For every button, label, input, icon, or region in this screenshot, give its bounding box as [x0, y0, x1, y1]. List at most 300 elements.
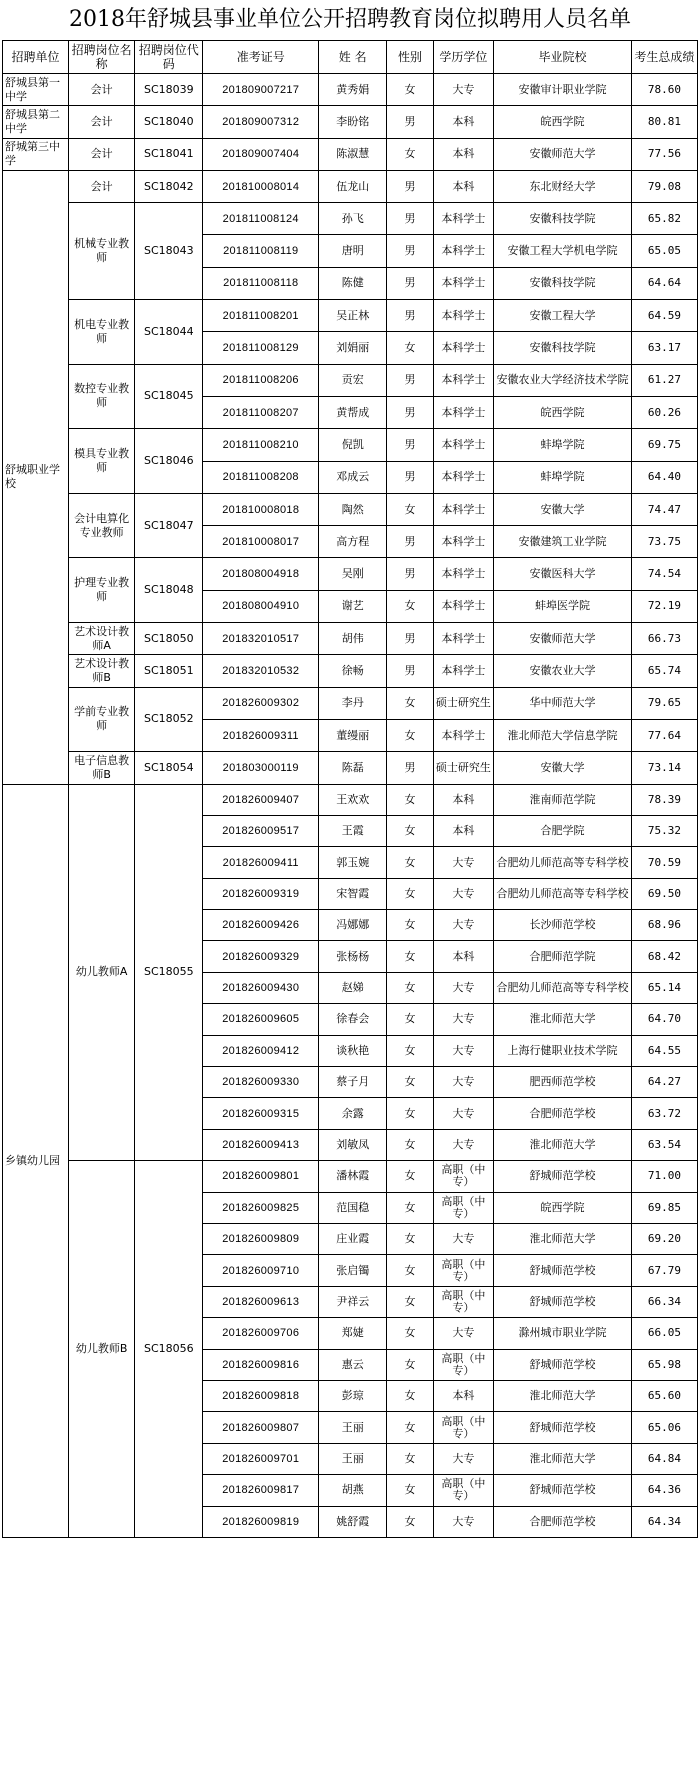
exam-number-cell: 201826009411 — [203, 847, 319, 878]
gender-cell: 女 — [387, 1098, 433, 1129]
position-code-cell: SC18046 — [135, 429, 203, 494]
education-cell: 高职（中专） — [433, 1192, 494, 1223]
exam-number-cell: 201811008206 — [203, 364, 319, 396]
gender-cell: 女 — [387, 784, 433, 815]
school-cell: 合肥师范学校 — [494, 1506, 632, 1537]
gender-cell: 女 — [387, 687, 433, 719]
gender-cell: 女 — [387, 1318, 433, 1349]
gender-cell: 女 — [387, 1380, 433, 1411]
gender-cell: 女 — [387, 815, 433, 846]
exam-number-cell: 201826009809 — [203, 1224, 319, 1255]
candidate-name-cell: 尹祥云 — [319, 1286, 387, 1317]
candidate-name-cell: 高方程 — [319, 526, 387, 558]
col-score-header: 考生总成绩 — [631, 41, 697, 74]
education-cell: 本科学士 — [433, 429, 494, 461]
gender-cell: 男 — [387, 106, 433, 138]
candidate-name-cell: 陈磊 — [319, 752, 387, 784]
education-cell: 大专 — [433, 1506, 494, 1537]
score-cell: 66.05 — [631, 1318, 697, 1349]
candidate-name-cell: 王欢欢 — [319, 784, 387, 815]
gender-cell: 女 — [387, 719, 433, 751]
gender-cell: 男 — [387, 396, 433, 428]
school-cell: 安徽农业大学 — [494, 655, 632, 687]
position-code-cell: SC18052 — [135, 687, 203, 752]
school-cell: 安徽医科大学 — [494, 558, 632, 590]
candidate-name-cell: 吴正林 — [319, 300, 387, 332]
education-cell: 本科学士 — [433, 655, 494, 687]
candidate-name-cell: 郑婕 — [319, 1318, 387, 1349]
education-cell: 大专 — [433, 1035, 494, 1066]
score-cell: 79.08 — [631, 170, 697, 202]
school-cell: 合肥幼儿师范高等专科学校 — [494, 847, 632, 878]
exam-number-cell: 201811008124 — [203, 203, 319, 235]
position-cell: 会计电算化专业教师 — [69, 493, 135, 558]
gender-cell: 男 — [387, 461, 433, 493]
candidate-name-cell: 郭玉婉 — [319, 847, 387, 878]
unit-cell: 舒城县第二中学 — [3, 106, 69, 138]
education-cell: 本科 — [433, 941, 494, 972]
exam-number-cell: 201811008118 — [203, 267, 319, 299]
position-cell: 会计 — [69, 74, 135, 106]
score-cell: 64.70 — [631, 1004, 697, 1035]
score-cell: 69.85 — [631, 1192, 697, 1223]
position-cell: 会计 — [69, 170, 135, 202]
table-row — [3, 655, 698, 687]
score-cell: 66.73 — [631, 623, 697, 655]
score-cell: 63.54 — [631, 1129, 697, 1160]
education-cell: 本科 — [433, 138, 494, 170]
unit-cell: 乡镇幼儿园 — [3, 784, 69, 1537]
school-cell: 蚌埠学院 — [494, 429, 632, 461]
education-cell: 高职（中专） — [433, 1161, 494, 1192]
score-cell: 65.60 — [631, 1380, 697, 1411]
score-cell: 64.64 — [631, 267, 697, 299]
position-code-cell: SC18040 — [135, 106, 203, 138]
school-cell: 舒城师范学校 — [494, 1349, 632, 1380]
table-row — [3, 1161, 698, 1192]
school-cell: 安徽师范大学 — [494, 623, 632, 655]
school-cell: 舒城师范学校 — [494, 1475, 632, 1506]
unit-cell: 舒城第三中学 — [3, 138, 69, 170]
gender-cell: 女 — [387, 138, 433, 170]
score-cell: 66.34 — [631, 1286, 697, 1317]
gender-cell: 女 — [387, 1004, 433, 1035]
gender-cell: 男 — [387, 558, 433, 590]
gender-cell: 女 — [387, 1412, 433, 1443]
position-code-cell: SC18050 — [135, 623, 203, 655]
exam-number-cell: 201826009807 — [203, 1412, 319, 1443]
gender-cell: 男 — [387, 203, 433, 235]
school-cell: 安徽工程大学机电学院 — [494, 235, 632, 267]
school-cell: 淮北师范大学 — [494, 1443, 632, 1474]
gender-cell: 女 — [387, 1349, 433, 1380]
exam-number-cell: 201826009605 — [203, 1004, 319, 1035]
exam-number-cell: 201808004918 — [203, 558, 319, 590]
position-cell: 幼儿教师A — [69, 784, 135, 1161]
school-cell: 淮北师范大学信息学院 — [494, 719, 632, 751]
score-cell: 74.47 — [631, 493, 697, 525]
score-cell: 72.19 — [631, 590, 697, 622]
school-cell: 安徽大学 — [494, 752, 632, 784]
position-cell: 会计 — [69, 138, 135, 170]
table-row — [3, 784, 698, 815]
exam-number-cell: 201810008017 — [203, 526, 319, 558]
exam-number-cell: 201808004910 — [203, 590, 319, 622]
table-row — [3, 106, 698, 138]
candidate-name-cell: 王丽 — [319, 1412, 387, 1443]
score-cell: 68.96 — [631, 910, 697, 941]
exam-number-cell: 201810008014 — [203, 170, 319, 202]
score-cell: 69.50 — [631, 878, 697, 909]
gender-cell: 女 — [387, 878, 433, 909]
exam-number-cell: 201826009517 — [203, 815, 319, 846]
position-cell: 学前专业教师 — [69, 687, 135, 752]
score-cell: 63.17 — [631, 332, 697, 364]
unit-cell: 舒城职业学校 — [3, 170, 69, 784]
education-cell: 本科学士 — [433, 558, 494, 590]
score-cell: 67.79 — [631, 1255, 697, 1286]
position-code-cell: SC18051 — [135, 655, 203, 687]
school-cell: 淮北师范大学 — [494, 1380, 632, 1411]
table-row — [3, 138, 698, 170]
score-cell: 60.26 — [631, 396, 697, 428]
position-code-cell: SC18054 — [135, 752, 203, 784]
exam-number-cell: 201826009329 — [203, 941, 319, 972]
gender-cell: 女 — [387, 1506, 433, 1537]
education-cell: 本科 — [433, 170, 494, 202]
education-cell: 本科学士 — [433, 493, 494, 525]
gender-cell: 男 — [387, 752, 433, 784]
education-cell: 大专 — [433, 1067, 494, 1098]
school-cell: 东北财经大学 — [494, 170, 632, 202]
table-row — [3, 687, 698, 719]
position-cell: 机电专业教师 — [69, 300, 135, 365]
score-cell: 77.56 — [631, 138, 697, 170]
school-cell: 安徽科技学院 — [494, 332, 632, 364]
exam-number-cell: 201811008207 — [203, 396, 319, 428]
candidate-name-cell: 范国稳 — [319, 1192, 387, 1223]
gender-cell: 女 — [387, 1443, 433, 1474]
school-cell: 安徽农业大学经济技术学院 — [494, 364, 632, 396]
candidate-name-cell: 贡宏 — [319, 364, 387, 396]
exam-number-cell: 201826009426 — [203, 910, 319, 941]
exam-number-cell: 201810008018 — [203, 493, 319, 525]
gender-cell: 男 — [387, 300, 433, 332]
school-cell: 淮南师范学院 — [494, 784, 632, 815]
position-code-cell: SC18056 — [135, 1161, 203, 1538]
table-row — [3, 429, 698, 461]
col-name-header: 姓 名 — [319, 41, 387, 74]
exam-number-cell: 201826009430 — [203, 972, 319, 1003]
school-cell: 肥西师范学校 — [494, 1067, 632, 1098]
school-cell: 舒城师范学校 — [494, 1286, 632, 1317]
exam-number-cell: 201832010517 — [203, 623, 319, 655]
exam-number-cell: 201826009412 — [203, 1035, 319, 1066]
education-cell: 大专 — [433, 972, 494, 1003]
position-cell: 模具专业教师 — [69, 429, 135, 494]
exam-number-cell: 201826009330 — [203, 1067, 319, 1098]
col-school-header: 毕业院校 — [494, 41, 632, 74]
candidate-name-cell: 蔡子月 — [319, 1067, 387, 1098]
score-cell: 64.55 — [631, 1035, 697, 1066]
education-cell: 本科 — [433, 1380, 494, 1411]
school-cell: 上海行健职业技术学院 — [494, 1035, 632, 1066]
school-cell: 安徽大学 — [494, 493, 632, 525]
school-cell: 蚌埠学院 — [494, 461, 632, 493]
exam-number-cell: 201811008210 — [203, 429, 319, 461]
score-cell: 65.74 — [631, 655, 697, 687]
school-cell: 长沙师范学校 — [494, 910, 632, 941]
school-cell: 合肥师范学院 — [494, 941, 632, 972]
exam-number-cell: 201826009825 — [203, 1192, 319, 1223]
score-cell: 64.27 — [631, 1067, 697, 1098]
candidate-name-cell: 惠云 — [319, 1349, 387, 1380]
col-unit-header: 招聘单位 — [3, 41, 69, 74]
score-cell: 68.42 — [631, 941, 697, 972]
education-cell: 本科 — [433, 106, 494, 138]
score-cell: 63.72 — [631, 1098, 697, 1129]
table-row — [3, 300, 698, 332]
position-cell: 数控专业教师 — [69, 364, 135, 429]
gender-cell: 女 — [387, 332, 433, 364]
school-cell: 合肥幼儿师范高等专科学校 — [494, 972, 632, 1003]
education-cell: 本科学士 — [433, 203, 494, 235]
gender-cell: 女 — [387, 1475, 433, 1506]
gender-cell: 女 — [387, 1129, 433, 1160]
candidate-name-cell: 孙飞 — [319, 203, 387, 235]
col-code-header: 招聘岗位代码 — [135, 41, 203, 74]
score-cell: 78.39 — [631, 784, 697, 815]
gender-cell: 男 — [387, 364, 433, 396]
candidate-name-cell: 胡伟 — [319, 623, 387, 655]
candidate-name-cell: 王丽 — [319, 1443, 387, 1474]
page-title: 2018年舒城县事业单位公开招聘教育岗位拟聘用人员名单 — [69, 7, 631, 32]
school-cell: 安徽工程大学 — [494, 300, 632, 332]
candidate-name-cell: 邓成云 — [319, 461, 387, 493]
exam-number-cell: 201826009817 — [203, 1475, 319, 1506]
candidate-table — [2, 40, 698, 1538]
table-row — [3, 74, 698, 106]
candidate-name-cell: 张杨杨 — [319, 941, 387, 972]
candidate-name-cell: 宋智霞 — [319, 878, 387, 909]
exam-number-cell: 201809007312 — [203, 106, 319, 138]
position-code-cell: SC18055 — [135, 784, 203, 1161]
col-position-header: 招聘岗位名称 — [69, 41, 135, 74]
education-cell: 本科学士 — [433, 364, 494, 396]
school-cell: 皖西学院 — [494, 1192, 632, 1223]
school-cell: 安徽审计职业学院 — [494, 74, 632, 106]
school-cell: 淮北师范大学 — [494, 1224, 632, 1255]
gender-cell: 女 — [387, 1192, 433, 1223]
gender-cell: 女 — [387, 590, 433, 622]
candidate-name-cell: 吴刚 — [319, 558, 387, 590]
score-cell: 69.75 — [631, 429, 697, 461]
education-cell: 本科学士 — [433, 590, 494, 622]
position-code-cell: SC18042 — [135, 170, 203, 202]
position-code-cell: SC18043 — [135, 203, 203, 300]
col-gender-header: 性别 — [387, 41, 433, 74]
score-cell: 65.06 — [631, 1412, 697, 1443]
gender-cell: 男 — [387, 623, 433, 655]
position-cell: 电子信息教师B — [69, 752, 135, 784]
exam-number-cell: 201826009710 — [203, 1255, 319, 1286]
exam-number-cell: 201811008119 — [203, 235, 319, 267]
col-exam-header: 准考证号 — [203, 41, 319, 74]
education-cell: 大专 — [433, 847, 494, 878]
candidate-name-cell: 庄业霞 — [319, 1224, 387, 1255]
education-cell: 硕士研究生 — [433, 687, 494, 719]
exam-number-cell: 201809007217 — [203, 74, 319, 106]
candidate-name-cell: 倪凯 — [319, 429, 387, 461]
gender-cell: 男 — [387, 170, 433, 202]
gender-cell: 女 — [387, 1255, 433, 1286]
gender-cell: 女 — [387, 941, 433, 972]
table-row — [3, 752, 698, 784]
school-cell: 安徽科技学院 — [494, 203, 632, 235]
gender-cell: 女 — [387, 972, 433, 1003]
gender-cell: 女 — [387, 1161, 433, 1192]
exam-number-cell: 201826009816 — [203, 1349, 319, 1380]
score-cell: 64.36 — [631, 1475, 697, 1506]
education-cell: 本科 — [433, 784, 494, 815]
gender-cell: 女 — [387, 1067, 433, 1098]
education-cell: 本科学士 — [433, 235, 494, 267]
candidate-name-cell: 胡燕 — [319, 1475, 387, 1506]
education-cell: 本科学士 — [433, 461, 494, 493]
exam-number-cell: 201826009801 — [203, 1161, 319, 1192]
exam-number-cell: 201826009706 — [203, 1318, 319, 1349]
exam-number-cell: 201826009701 — [203, 1443, 319, 1474]
school-cell: 安徽科技学院 — [494, 267, 632, 299]
education-cell: 本科学士 — [433, 719, 494, 751]
gender-cell: 男 — [387, 267, 433, 299]
score-cell: 65.98 — [631, 1349, 697, 1380]
candidate-name-cell: 陈淑慧 — [319, 138, 387, 170]
education-cell: 大专 — [433, 1129, 494, 1160]
education-cell: 高职（中专） — [433, 1475, 494, 1506]
education-cell: 高职（中专） — [433, 1286, 494, 1317]
education-cell: 大专 — [433, 878, 494, 909]
education-cell: 大专 — [433, 1318, 494, 1349]
gender-cell: 女 — [387, 910, 433, 941]
score-cell: 64.40 — [631, 461, 697, 493]
score-cell: 71.00 — [631, 1161, 697, 1192]
score-cell: 73.14 — [631, 752, 697, 784]
education-cell: 大专 — [433, 74, 494, 106]
exam-number-cell: 201826009319 — [203, 878, 319, 909]
exam-number-cell: 201809007404 — [203, 138, 319, 170]
education-cell: 本科学士 — [433, 623, 494, 655]
school-cell: 蚌埠医学院 — [494, 590, 632, 622]
score-cell: 78.60 — [631, 74, 697, 106]
education-cell: 大专 — [433, 1224, 494, 1255]
gender-cell: 女 — [387, 74, 433, 106]
position-code-cell: SC18044 — [135, 300, 203, 365]
school-cell: 华中师范大学 — [494, 687, 632, 719]
candidate-name-cell: 唐明 — [319, 235, 387, 267]
candidate-name-cell: 谢艺 — [319, 590, 387, 622]
exam-number-cell: 201826009819 — [203, 1506, 319, 1537]
gender-cell: 女 — [387, 1286, 433, 1317]
position-code-cell: SC18047 — [135, 493, 203, 558]
position-cell: 护理专业教师 — [69, 558, 135, 623]
exam-number-cell: 201811008129 — [203, 332, 319, 364]
score-cell: 74.54 — [631, 558, 697, 590]
candidate-name-cell: 陶然 — [319, 493, 387, 525]
score-cell: 75.32 — [631, 815, 697, 846]
candidate-name-cell: 姚舒霞 — [319, 1506, 387, 1537]
education-cell: 高职（中专） — [433, 1349, 494, 1380]
position-cell: 机械专业教师 — [69, 203, 135, 300]
exam-number-cell: 201826009613 — [203, 1286, 319, 1317]
school-cell: 皖西学院 — [494, 106, 632, 138]
exam-number-cell: 201811008201 — [203, 300, 319, 332]
gender-cell: 男 — [387, 655, 433, 687]
exam-number-cell: 201832010532 — [203, 655, 319, 687]
col-education-header: 学历学位 — [433, 41, 494, 74]
gender-cell: 女 — [387, 1224, 433, 1255]
gender-cell: 女 — [387, 1035, 433, 1066]
table-body — [3, 74, 698, 1538]
education-cell: 本科 — [433, 815, 494, 846]
gender-cell: 男 — [387, 235, 433, 267]
education-cell: 大专 — [433, 1098, 494, 1129]
candidate-name-cell: 谈秋艳 — [319, 1035, 387, 1066]
score-cell: 79.65 — [631, 687, 697, 719]
candidate-name-cell: 潘林霞 — [319, 1161, 387, 1192]
gender-cell: 男 — [387, 526, 433, 558]
score-cell: 64.84 — [631, 1443, 697, 1474]
school-cell: 舒城师范学校 — [494, 1412, 632, 1443]
candidate-name-cell: 陈健 — [319, 267, 387, 299]
exam-number-cell: 201826009413 — [203, 1129, 319, 1160]
exam-number-cell: 201826009315 — [203, 1098, 319, 1129]
table-row — [3, 623, 698, 655]
position-code-cell: SC18041 — [135, 138, 203, 170]
score-cell: 64.59 — [631, 300, 697, 332]
unit-cell: 舒城县第一中学 — [3, 74, 69, 106]
school-cell: 合肥幼儿师范高等专科学校 — [494, 878, 632, 909]
score-cell: 70.59 — [631, 847, 697, 878]
exam-number-cell: 201826009818 — [203, 1380, 319, 1411]
school-cell: 淮北师范大学 — [494, 1129, 632, 1160]
table-row — [3, 203, 698, 235]
school-cell: 合肥师范学校 — [494, 1098, 632, 1129]
position-code-cell: SC18045 — [135, 364, 203, 429]
candidate-name-cell: 刘娟丽 — [319, 332, 387, 364]
candidate-name-cell: 黄秀娟 — [319, 74, 387, 106]
education-cell: 高职（中专） — [433, 1412, 494, 1443]
education-cell: 本科学士 — [433, 526, 494, 558]
candidate-name-cell: 余露 — [319, 1098, 387, 1129]
table-row — [3, 493, 698, 525]
education-cell: 本科学士 — [433, 300, 494, 332]
exam-number-cell: 201826009407 — [203, 784, 319, 815]
gender-cell: 女 — [387, 847, 433, 878]
table-row — [3, 558, 698, 590]
candidate-name-cell: 张启镯 — [319, 1255, 387, 1286]
education-cell: 大专 — [433, 910, 494, 941]
gender-cell: 女 — [387, 493, 433, 525]
table-row — [3, 170, 698, 202]
school-cell: 安徽建筑工业学院 — [494, 526, 632, 558]
candidate-name-cell: 董缦丽 — [319, 719, 387, 751]
school-cell: 合肥学院 — [494, 815, 632, 846]
candidate-name-cell: 李盼铭 — [319, 106, 387, 138]
candidate-name-cell: 王霞 — [319, 815, 387, 846]
education-cell: 大专 — [433, 1443, 494, 1474]
education-cell: 本科学士 — [433, 267, 494, 299]
